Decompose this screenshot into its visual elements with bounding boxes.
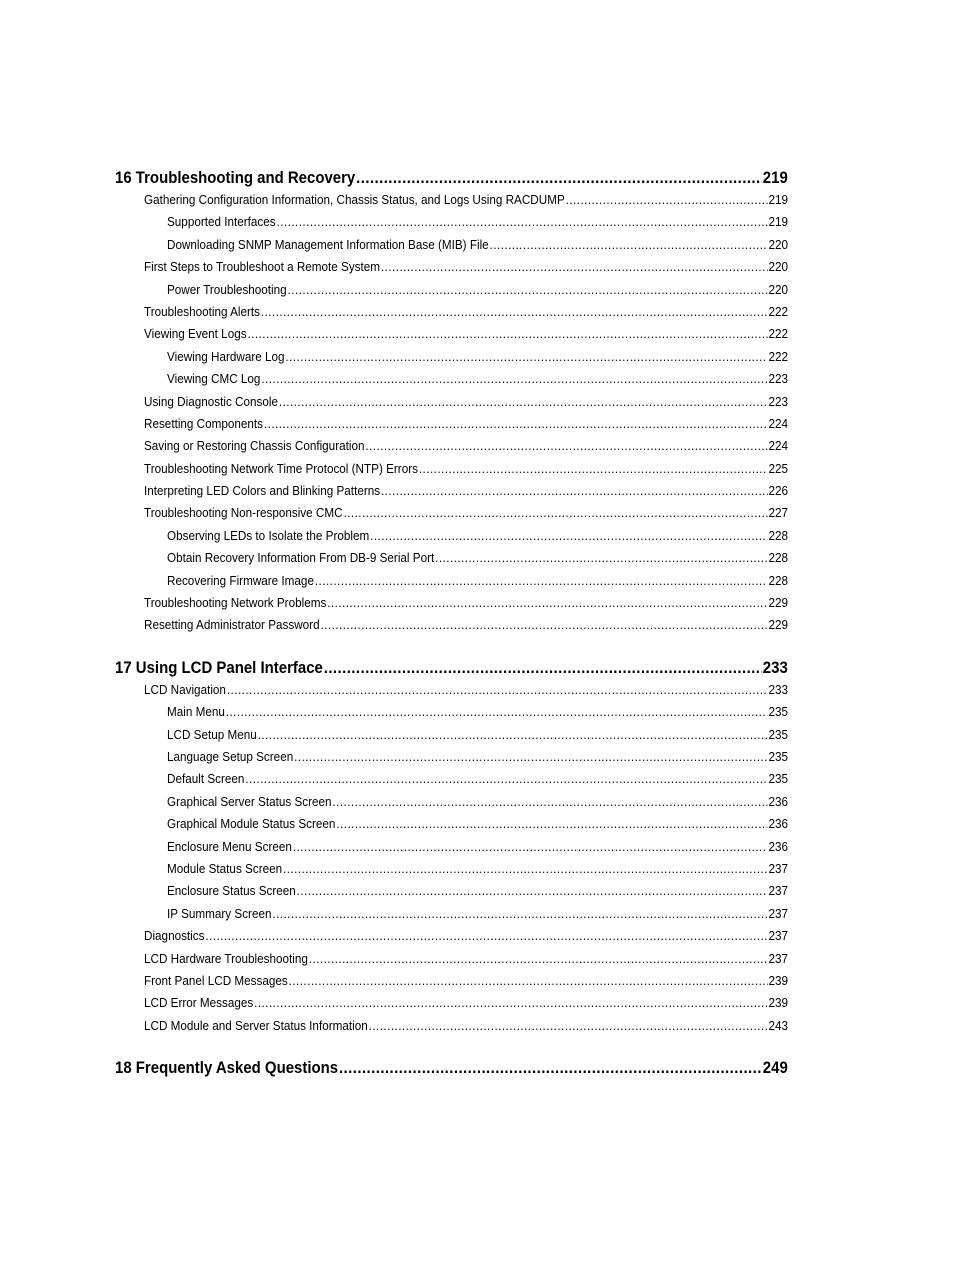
toc-page-number: 236 — [768, 816, 788, 832]
dot-leader — [327, 595, 767, 610]
toc-page-number: 233 — [762, 657, 788, 677]
toc-entry-title: Power Troubleshooting — [167, 281, 287, 297]
toc-page-number: 237 — [768, 905, 788, 921]
toc-page-number: 237 — [768, 928, 788, 944]
toc-entry-title: Viewing CMC Log — [167, 371, 261, 387]
toc-chapter-title: 18 Frequently Asked Questions — [115, 1058, 339, 1078]
toc-section-entry[interactable] — [144, 928, 788, 950]
dot-leader — [247, 326, 767, 341]
toc-page-number: 219 — [762, 168, 788, 187]
toc-page-number: 229 — [768, 617, 788, 633]
toc-entry-title: First Steps to Troubleshoot a Remote System — [144, 259, 381, 275]
toc-entry-title: LCD Setup Menu — [167, 726, 257, 742]
toc-entry-title: Module Status Screen — [167, 860, 283, 876]
dot-leader — [254, 995, 767, 1010]
toc-entry-title: Viewing Event Logs — [144, 326, 247, 342]
dot-leader — [261, 371, 767, 386]
toc-page-number: 222 — [768, 348, 788, 364]
dot-leader — [320, 617, 767, 632]
toc-entry-title: Troubleshooting Alerts — [144, 303, 260, 319]
toc-entry-title: Graphical Server Status Screen — [167, 793, 332, 809]
toc-section-entry[interactable] — [144, 595, 788, 617]
toc-section-entry[interactable] — [144, 394, 788, 416]
toc-page-number: 235 — [768, 726, 788, 742]
toc-chapter-entry[interactable] — [115, 168, 788, 192]
toc-page-number: 228 — [768, 550, 788, 566]
toc-entry-title: Language Setup Screen — [167, 748, 294, 764]
toc-entry-title: Viewing Hardware Log — [167, 348, 285, 364]
toc-entry-title: Interpreting LED Colors and Blinking Patterns — [144, 483, 381, 499]
dot-leader — [227, 682, 768, 697]
dot-leader — [339, 1058, 762, 1078]
toc-chapter-title: 16 Troubleshooting and Recovery — [115, 168, 356, 187]
toc-section-entry[interactable] — [144, 483, 788, 505]
toc-page-number: 219 — [768, 192, 788, 207]
toc-chapter-title: 17 Using LCD Panel Interface — [115, 657, 323, 677]
toc-entry-title: Main Menu — [167, 704, 225, 720]
toc-entry-title: Troubleshooting Network Time Protocol (NTP) Errors — [144, 460, 418, 476]
toc-page-number: 226 — [768, 483, 788, 499]
toc-page-number: 224 — [768, 438, 788, 454]
dot-leader — [285, 349, 767, 364]
dot-leader — [336, 816, 767, 831]
dot-leader — [205, 928, 767, 943]
toc-section — [115, 1058, 788, 1082]
dot-leader — [381, 483, 768, 498]
toc-page-number: 239 — [768, 995, 788, 1011]
dot-leader — [272, 906, 767, 921]
toc-page-number: 235 — [768, 748, 788, 764]
toc-subsection-entry[interactable] — [167, 704, 788, 726]
toc-page-number: 235 — [768, 771, 788, 787]
toc-entry-title: Diagnostics — [144, 928, 205, 944]
dot-leader — [332, 794, 767, 809]
toc-page-number: 223 — [768, 393, 788, 409]
toc-section-entry[interactable] — [144, 995, 788, 1017]
toc-subsection-entry[interactable] — [167, 573, 788, 595]
dot-leader — [288, 282, 768, 297]
toc-entry-title: Enclosure Menu Screen — [167, 838, 292, 854]
toc-section-entry[interactable] — [144, 259, 788, 281]
toc-subsection-entry[interactable] — [167, 771, 788, 793]
dot-leader — [279, 394, 768, 409]
dot-leader — [294, 749, 767, 764]
toc-page-number: 220 — [768, 236, 788, 252]
dot-leader — [370, 528, 767, 543]
toc-page-number: 219 — [768, 214, 788, 230]
toc-page-number: 220 — [768, 259, 788, 275]
toc-subsection-entry[interactable] — [167, 839, 788, 861]
toc-section-entry[interactable] — [144, 416, 788, 438]
toc-page-number: 243 — [768, 1017, 788, 1033]
toc-section-entry[interactable] — [144, 505, 788, 527]
toc-entry-title: Troubleshooting Non-responsive CMC — [144, 505, 343, 521]
toc-subsection-entry[interactable] — [167, 861, 788, 883]
toc-subsection-entry[interactable] — [167, 906, 788, 928]
dot-leader — [381, 259, 768, 274]
toc-subsection-entry[interactable] — [167, 883, 788, 905]
toc-entry-title: LCD Navigation — [144, 681, 226, 697]
dot-leader — [245, 771, 767, 786]
toc-entry-title: Obtain Recovery Information From DB-9 Serial Port — [167, 550, 435, 566]
toc-section-entry[interactable] — [144, 617, 788, 639]
dot-leader — [324, 658, 762, 678]
toc-page-number: 237 — [768, 950, 788, 966]
toc-subsection-entry[interactable] — [167, 550, 788, 572]
toc-subsection-entry[interactable] — [167, 749, 788, 771]
toc-entry-title: Resetting Administrator Password — [144, 617, 320, 633]
toc-subsection-entry[interactable] — [167, 371, 788, 393]
dot-leader — [566, 192, 768, 207]
dot-leader — [258, 727, 768, 742]
toc-chapter-entry[interactable] — [115, 1058, 788, 1082]
toc-section-entry[interactable] — [144, 951, 788, 973]
toc-entry-title: LCD Hardware Troubleshooting — [144, 950, 308, 966]
toc-page-number: 228 — [768, 527, 788, 543]
dot-leader — [261, 304, 768, 319]
toc-page-number: 239 — [768, 972, 788, 988]
toc-page-number: 233 — [768, 681, 788, 697]
toc-subsection-entry[interactable] — [167, 727, 788, 749]
toc-entry-title: Gathering Configuration Information, Chassis Status, and Logs Using RACDUMP — [144, 192, 565, 207]
toc-subsection-entry[interactable] — [167, 349, 788, 371]
toc-page-number: 236 — [768, 793, 788, 809]
toc-entry-title: Saving or Restoring Chassis Configuration — [144, 438, 365, 454]
toc-section-entry[interactable] — [144, 973, 788, 995]
toc-entry-title: Recovering Firmware Image — [167, 572, 314, 588]
toc-section-entry[interactable] — [144, 192, 788, 214]
toc-page-number: 237 — [768, 860, 788, 876]
toc-subsection-entry[interactable] — [167, 237, 788, 259]
dot-leader — [343, 505, 767, 520]
toc-entry-title: Enclosure Status Screen — [167, 883, 296, 899]
dot-leader — [293, 839, 768, 854]
toc-subsection-entry[interactable] — [167, 214, 788, 236]
toc-entry-title: Front Panel LCD Messages — [144, 972, 288, 988]
toc-page-number: 220 — [768, 281, 788, 297]
toc-chapter-entry[interactable] — [115, 658, 788, 682]
toc-section-entry[interactable] — [144, 438, 788, 460]
toc-entry-title: LCD Module and Server Status Information — [144, 1017, 368, 1033]
toc-page-number: 249 — [762, 1058, 788, 1078]
toc-entry-title: Resetting Components — [144, 415, 264, 431]
toc-subsection-entry[interactable] — [167, 816, 788, 838]
toc-entry-title: IP Summary Screen — [167, 905, 272, 921]
toc-subsection-entry[interactable] — [167, 794, 788, 816]
dot-leader — [297, 883, 768, 898]
toc-page-number: 222 — [768, 326, 788, 342]
table-of-contents — [115, 168, 788, 1100]
toc-entry-title: Using Diagnostic Console — [144, 393, 278, 409]
dot-leader — [419, 461, 768, 476]
dot-leader — [226, 704, 768, 719]
dot-leader — [490, 237, 768, 252]
toc-section-entry[interactable] — [144, 304, 788, 326]
dot-leader — [277, 214, 768, 229]
dot-leader — [365, 438, 767, 453]
dot-leader — [356, 168, 762, 188]
toc-section — [115, 168, 788, 640]
toc-page-number: 227 — [768, 505, 788, 521]
toc-subsection-entry[interactable] — [167, 282, 788, 304]
toc-section — [115, 658, 788, 1040]
dot-leader — [289, 973, 768, 988]
dot-leader — [315, 573, 768, 588]
toc-page-number: 228 — [768, 572, 788, 588]
toc-section-entry[interactable] — [144, 1018, 788, 1040]
toc-page-number: 224 — [768, 415, 788, 431]
dot-leader — [264, 416, 768, 431]
toc-subsection-entry[interactable] — [167, 528, 788, 550]
toc-entry-title: Downloading SNMP Management Information Base (MIB) File — [167, 236, 489, 252]
toc-page-number: 235 — [768, 704, 788, 720]
toc-page-number: 229 — [768, 595, 788, 611]
dot-leader — [369, 1018, 768, 1033]
dot-leader — [283, 861, 768, 876]
toc-page-number: 222 — [768, 303, 788, 319]
toc-page-number: 223 — [768, 371, 788, 387]
toc-page-number: 236 — [768, 838, 788, 854]
toc-entry-title: Observing LEDs to Isolate the Problem — [167, 527, 370, 543]
dot-leader — [309, 951, 768, 966]
toc-section-entry[interactable] — [144, 682, 788, 704]
toc-page-number: 225 — [768, 460, 788, 476]
toc-page-number: 237 — [768, 883, 788, 899]
toc-entry-title: Supported Interfaces — [167, 214, 276, 230]
toc-entry-title: LCD Error Messages — [144, 995, 254, 1011]
toc-entry-title: Default Screen — [167, 771, 245, 787]
toc-section-entry[interactable] — [144, 326, 788, 348]
dot-leader — [435, 550, 767, 565]
toc-entry-title: Troubleshooting Network Problems — [144, 595, 327, 611]
toc-entry-title: Graphical Module Status Screen — [167, 816, 336, 832]
toc-section-entry[interactable] — [144, 461, 788, 483]
